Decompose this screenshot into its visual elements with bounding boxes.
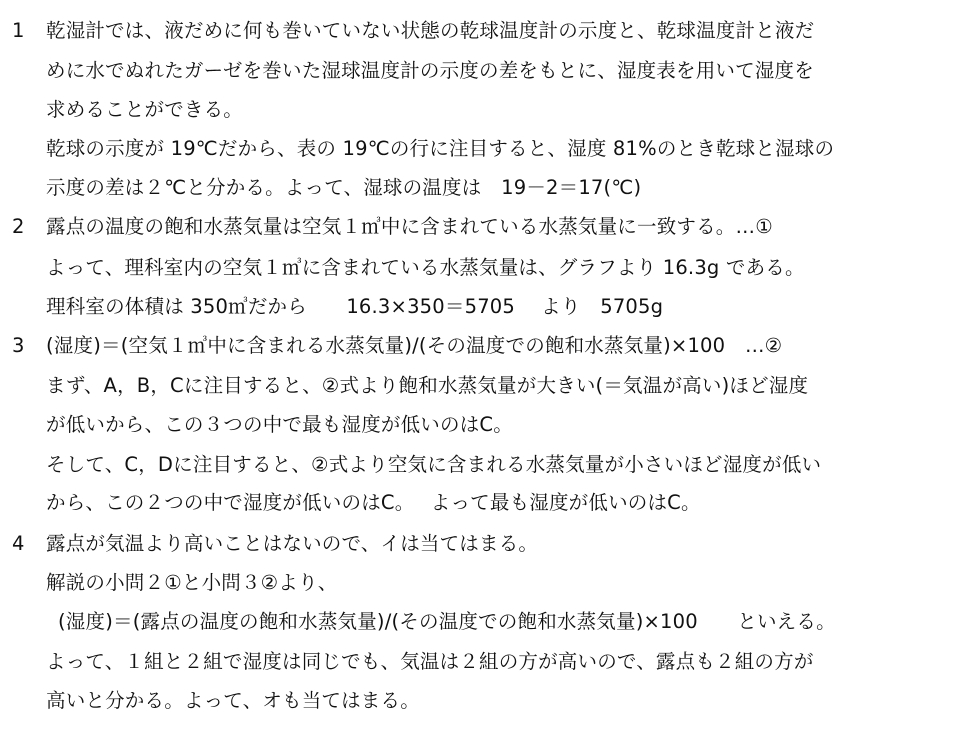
q4-line-5 <box>0 688 420 714</box>
text: 示度の差は２℃と分かる。よって、湿球の温度は 19－2＝17(℃) <box>46 176 642 199</box>
text: から、この２つの中で湿度が低いのはC。 よって最も湿度が低いのはC。 <box>46 491 701 514</box>
question-number-3: 3 <box>12 334 25 357</box>
text: よって、１組と２組で湿度は同じでも、気温は２組の方が高いので、露点も２組の方が <box>46 650 814 673</box>
q4-line-4 <box>0 649 814 675</box>
text: 理科室の体積は 350㎥だから 16.3×350＝5705 より 5705g <box>46 295 664 318</box>
q2-line-2 <box>0 255 805 281</box>
q4-line-2 <box>0 570 337 596</box>
q1-line-1 <box>0 18 814 44</box>
q3-line-1 <box>0 333 782 359</box>
q4-line-1 <box>0 531 538 557</box>
text: (湿度)＝(空気１㎥中に含まれる水蒸気量)/(その温度での飽和水蒸気量)×100 …② <box>46 334 783 357</box>
q3-line-5 <box>0 490 701 516</box>
q2-line-3 <box>0 294 663 320</box>
text: 高いと分かる。よって、オも当てはまる。 <box>46 689 420 712</box>
question-number-4: 4 <box>12 532 25 555</box>
q1-line-3 <box>0 97 243 123</box>
q1-line-5 <box>0 175 641 201</box>
q3-line-2 <box>0 373 808 399</box>
q3-line-3 <box>0 412 513 438</box>
question-number-2: 2 <box>12 215 25 238</box>
q2-line-1 <box>0 214 773 240</box>
text: めに水でぬれたガーゼを巻いた湿球温度計の示度の差をもとに、湿度表を用いて湿度を <box>46 59 814 82</box>
question-number-1: 1 <box>12 19 25 42</box>
q1-line-2 <box>0 58 814 84</box>
text: が低いから、この３つの中で最も湿度が低いのはC。 <box>46 413 513 436</box>
text: 乾湿計では、液だめに何も巻いていない状態の乾球温度計の示度と、乾球温度計と液だ <box>46 19 815 42</box>
text: 乾球の示度が 19℃だから、表の 19℃の行に注目すると、湿度 81%のとき乾球と湿球の <box>46 137 835 160</box>
q1-line-4 <box>0 136 834 162</box>
text: そして、C，Dに注目すると、②式より空気に含まれる水蒸気量が小さいほど湿度が低い <box>46 453 822 476</box>
text: 露点が気温より高いことはないので、イは当てはまる。 <box>46 532 539 555</box>
text: 解説の小問２①と小問３②より、 <box>46 571 338 594</box>
text: まず、A，B，Cに注目すると、②式より飽和水蒸気量が大きい(＝気温が高い)ほど湿度 <box>46 374 809 397</box>
text: (湿度)＝(露点の温度の飽和水蒸気量)/(その温度での飽和水蒸気量)×100 といえる。 <box>58 610 836 633</box>
text: 露点の温度の飽和水蒸気量は空気１㎥中に含まれている水蒸気量に一致する。…① <box>46 215 773 238</box>
q4-line-3 <box>0 609 836 635</box>
text: 求めることができる。 <box>46 98 244 121</box>
text: よって、理科室内の空気１㎥に含まれている水蒸気量は、グラフより 16.3g である。 <box>46 256 805 279</box>
q3-line-4 <box>0 452 821 478</box>
